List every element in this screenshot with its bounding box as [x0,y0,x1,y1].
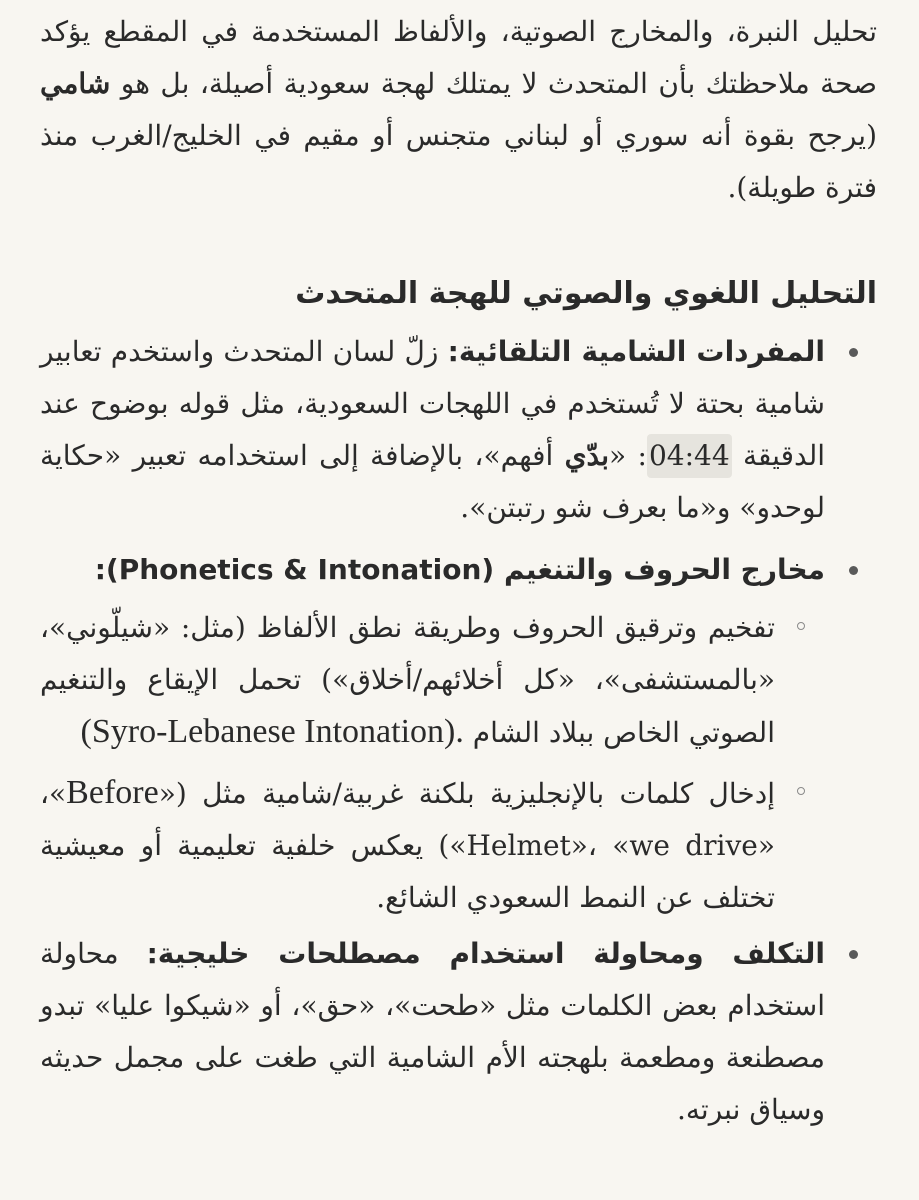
intro-text-part1: تحليل النبرة، والمخارج الصوتية، والألفاظ المستخدمة في المقطع يؤكد صحة ملاحظتك بأن المتحدث لا يمتلك لهجة سعودية أصيلة، بل هو [40,15,877,100]
sublist-item-suffix: »، «Helmet»، «we drive») يعكس خلفية تعليمية أو معيشية تختلف عن النمط السعودي الشائع. [40,777,775,914]
sublist-item-latin: Before [66,774,159,811]
section-heading: التحليل اللغوي والصوتي للهجة المتحدث [295,276,877,311]
phonetics-sublist [40,602,825,924]
analysis-list [40,326,877,1136]
list-item-phonetics [40,544,825,924]
quoted-bold-word: بدّي [564,439,610,472]
sublist-item-text: إدخال كلمات بالإنجليزية بلكنة غربية/شامية مثل (« [158,777,775,810]
quote-open: : « [609,439,647,472]
sublist-item-english-words [40,767,775,924]
sublist-item-latin: (Syro-Lebanese Intonation). [80,713,464,750]
list-item-term: المفردات الشامية التلقائية: [447,335,825,368]
list-item-term: التكلف ومحاولة استخدام مصطلحات خليجية: [146,937,825,970]
list-item-vocabulary [40,326,825,534]
intro-paragraph [40,0,877,214]
sublist-item-text: تفخيم وترقيق الحروف وطريقة نطق الألفاظ (مثل: «شيلّوني»، «بالمستشفى»، «كل أخلائهم/أخلاق») تحمل الإيقاع والتنغيم الصوتي الخاص ببلاد الشام [40,611,775,749]
sublist-item-intonation [40,602,775,759]
list-item-term: مخارج الحروف والتنغيم (Phonetics & Intonation): [94,553,825,586]
list-item-text-end: أفهم»، بالإضافة إلى استخدامه تعبير «حكاية لوحدو» و«ما بعرف شو رتبتن». [40,439,825,524]
intro-bold-word: شامي [40,67,111,100]
list-item-text: محاولة استخدام بعض الكلمات مثل «طحت»، «حق»، أو «شيكوا عليا» تبدو مصطنعة ومطعمة بلهجته الأم الشامية التي طغت على مجمل حديثه وسياق نبرته. [40,937,826,1126]
timestamp-link[interactable]: 04:44 [647,434,732,478]
intro-text-part2: (يرجح بقوة أنه سوري أو لبناني متجنس أو مقيم في الخليج/الغرب منذ فترة طويلة). [40,119,877,204]
list-item-gulf-terms [40,928,825,1136]
list-item-text: زلّ لسان المتحدث واستخدم تعابير شامية بحتة لا تُستخدم في اللهجات السعودية، مثل قوله بوضوح عند الدقيقة [40,335,826,472]
